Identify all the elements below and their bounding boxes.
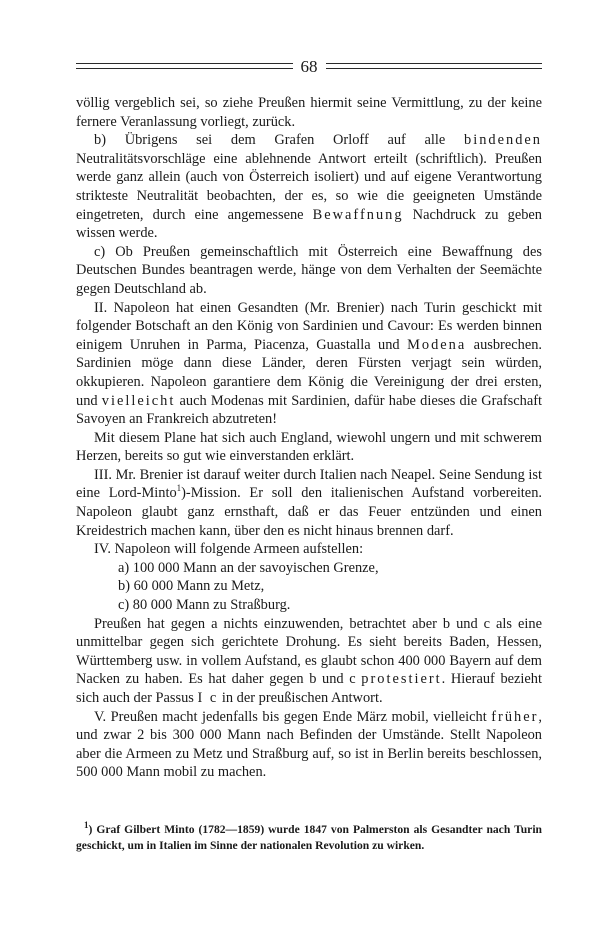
paragraph: [76, 243, 542, 299]
footnote-marker: 1: [84, 820, 89, 831]
paragraph: [76, 540, 542, 559]
paragraph: [76, 94, 542, 131]
text-segment: ausbrechen. Sardinien möge dann diese Länder, deren Fürsten verjagt sein würden, okkupieren. Napoleon garantiere dem König die Vereinigung der drei ersten, und: [76, 336, 543, 409]
footnote-text: [76, 822, 542, 854]
header-rule-right: [326, 63, 543, 69]
paragraph: [76, 429, 542, 466]
text-segment: Neutralitätsvorschläge eine ablehnende Antwort erteilt (schriftlich). Preußen werde ganz allein (auch von Österreich isoliert) und auf eigene Verantwortung strikteste Neutralität beobachten, der es, so wie die geeigneten Umstände eingetreten, durch eine angemessene: [76, 150, 542, 223]
text-segment: völlig vergeblich sei, so ziehe Preußen hiermit seine Vermittlung, zu der keine fernere Veranlassung vorliegt, zurück.: [76, 95, 542, 130]
emphasis-text: früher: [491, 708, 539, 725]
paragraph: [76, 466, 542, 540]
text-segment: III. Mr. Brenier ist darauf weiter durch Italien nach Neapel. Seine Sendung ist eine Lord-Minto: [76, 466, 542, 502]
header-rule-left: [76, 63, 293, 69]
paragraph: [76, 131, 542, 243]
text-segment: V. Preußen macht jedenfalls bis gegen Ende März mobil, vielleicht: [94, 708, 492, 725]
paragraph: [76, 299, 542, 429]
text-segment: a) 100 000 Mann an der savoyischen Grenze,: [118, 559, 379, 576]
paragraph: [118, 596, 542, 615]
text-segment: c) Ob Preußen gemeinschaftlich mit Österreich eine Bewaffnung des Deutschen Bundes beantragen werde, hänge von dem Verhalten der Seemächte gegen Deutschland ab.: [76, 243, 542, 297]
emphasis-text: bindenden: [464, 132, 542, 149]
body-text: [76, 94, 542, 782]
paragraph: [76, 708, 542, 782]
footnote-body: ) Graf Gilbert Minto (1782—1859) wurde 1847 von Palmerston als Gesandter nach Turin geschickt, um in Italien im Sinne der nationalen Revolution zu wirken.: [76, 823, 542, 852]
paragraph: [118, 577, 542, 596]
emphasis-text: Modena: [407, 336, 467, 353]
emphasis-text: vielleicht: [101, 392, 176, 409]
text-segment: Preußen hat gegen a nichts einzuwenden, betrachtet aber b und c als eine unmittelbar gegen sich gerichtete Drohung. Es sieht bereits Baden, Hessen, Württemberg usw. in vollem Aufstand, es glaubt schon 400 000 Bayern auf dem Nacken zu haben. Es hat daher gegen b und c: [76, 615, 542, 688]
text-segment: b) 60 000 Mann zu Metz,: [118, 578, 265, 595]
emphasis-text: I c: [197, 690, 219, 706]
paragraph: [118, 559, 542, 578]
text-segment: Nachdruck zu geben wissen werde.: [76, 206, 542, 242]
page-header: [76, 54, 542, 78]
text-segment: , und zwar 2 bis 300 000 Mann nach Befinden der Umstände. Stellt Napoleon aber die Armeen zu Metz und Straßburg auf, so ist in Berlin bereits beschlossen, 500 000 Mann mobil zu machen.: [76, 708, 542, 781]
text-segment: )-Mission. Er soll den italienischen Aufstand vorbereiten. Napoleon glaubt ganz ernsthaft, daß er das Feuer entzünden und einen Kreidestrich machen kann, über den es nicht hinaus brennen darf.: [76, 485, 542, 539]
footnote: [76, 822, 542, 854]
text-segment: Mit diesem Plane hat sich auch England, wiewohl ungern und mit schwerem Herzen, bereits so gut wie einverstanden erklärt.: [76, 429, 542, 465]
text-segment: b) Übrigens sei dem Grafen Orloff auf alle: [94, 132, 465, 149]
text-segment: c) 80 000 Mann zu Straßburg.: [118, 597, 291, 614]
emphasis-text: protestiert: [361, 671, 442, 688]
text-segment: auch Modenas mit Sardinien, dafür habe dieses die Grafschaft Savoyen an Frankreich abzutreten!: [76, 392, 542, 428]
footnote-reference: 1: [176, 483, 182, 494]
text-segment: . Hierauf bezieht sich auch der Passus: [76, 671, 543, 706]
text-segment: in der preußischen Antwort.: [218, 690, 383, 706]
paragraph: [76, 615, 542, 708]
text-segment: II. Napoleon hat einen Gesandten (Mr. Brenier) nach Turin geschickt mit folgender Botschaft an den König von Sardinien und Cavour: Es werden binnen einigem Unruhen in Parma, Piacenza, Guastalla und: [76, 299, 542, 353]
emphasis-text: Bewaffnung: [312, 206, 404, 223]
page-number: 68: [300, 56, 318, 76]
text-segment: IV. Napoleon will folgende Armeen aufstellen:: [94, 541, 364, 558]
